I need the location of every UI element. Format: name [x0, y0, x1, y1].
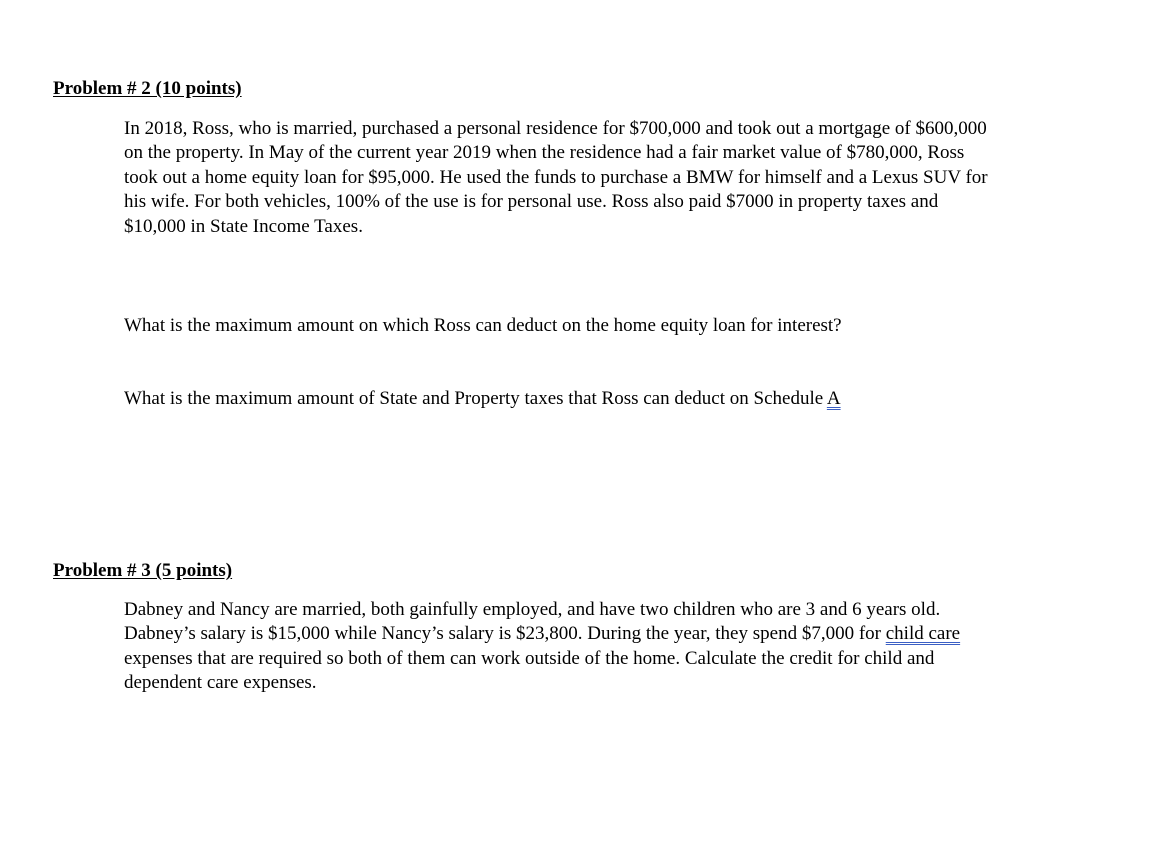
flagged-word[interactable]: child care: [885, 623, 961, 645]
problem-3-line: expenses that are required so both of them can work outside of the home. Calculate the credit for child and: [124, 647, 935, 669]
problem-3-line: [124, 622, 1114, 646]
problem-3-line: Dabney and Nancy are married, both gainfully employed, and have two children who are 3 and 6 years old.: [124, 599, 941, 620]
problem-2-line: on the property. In May of the current year 2019 when the residence had a fair market value of $780,000, Ross: [124, 142, 965, 164]
problem-2-line: In 2018, Ross, who is married, purchased a personal residence for $700,000 and took out a mortgage of $600,000: [124, 118, 987, 139]
problem-3-paragraph: [124, 598, 1114, 696]
flagged-word[interactable]: A: [826, 388, 841, 409]
problem-2-line: his wife. For both vehicles, 100% of the use is for personal use. Ross also paid $7000 in property taxes and: [124, 191, 939, 213]
question-1-text: What is the maximum amount on which Ross can deduct on the home equity loan for interest?: [124, 315, 842, 336]
problem-2-paragraph: [124, 117, 1114, 239]
problem-2-line: $10,000 in State Income Taxes.: [124, 215, 363, 237]
problem-3-heading: Problem # 3 (5 points): [53, 560, 233, 581]
problem-2-question-2: [124, 387, 1114, 411]
problem-2-heading: Problem # 2 (10 points): [53, 78, 242, 99]
problem-2-question-1: [124, 314, 1114, 338]
problem-3-text: Dabney’s salary is $15,000 while Nancy’s salary is $23,800. During the year, they spend $7,000 for: [124, 623, 886, 645]
question-2-line: [124, 387, 1114, 411]
problem-2-line: took out a home equity loan for $95,000. He used the funds to purchase a BMW for himself and a Lexus SUV for: [124, 166, 988, 188]
question-2-text: What is the maximum amount of State and Property taxes that Ross can deduct on Schedule: [124, 388, 827, 409]
problem-3-line: dependent care expenses.: [124, 672, 317, 694]
